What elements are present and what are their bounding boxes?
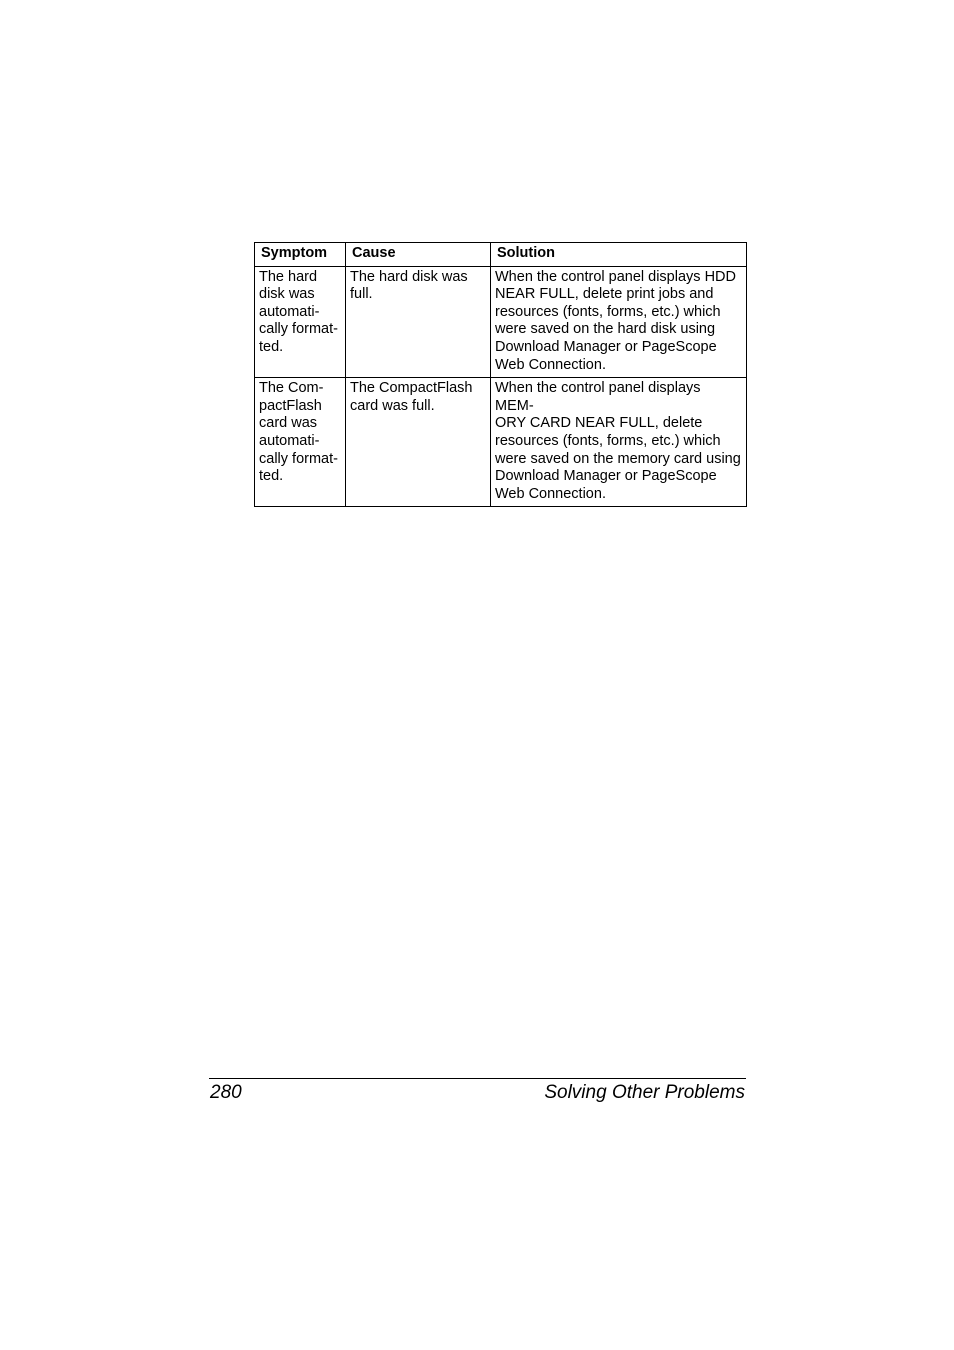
- footer-divider: [209, 1078, 746, 1079]
- header-solution: Solution: [491, 243, 747, 267]
- table-row: [255, 378, 747, 507]
- solution-cell: When the control panel displays HDD NEAR FULL, delete print jobs and resources (fonts, forms, etc.) which were saved on the hard disk using Download Manager or PageScope Web Connection.: [491, 266, 747, 378]
- table-header-row: [255, 243, 747, 267]
- symptom-cell: The Com- pactFlash card was automati- cally format- ted.: [255, 378, 346, 507]
- cause-cell: The CompactFlash card was full.: [346, 378, 491, 507]
- header-symptom: Symptom: [255, 243, 346, 267]
- page-number: 280: [210, 1082, 242, 1103]
- symptom-cell: The hard disk was automati- cally format- ted.: [255, 266, 346, 378]
- troubleshooting-table: [254, 242, 747, 507]
- cause-cell: The hard disk was full.: [346, 266, 491, 378]
- section-title: Solving Other Problems: [544, 1082, 745, 1103]
- header-cause: Cause: [346, 243, 491, 267]
- table-row: [255, 266, 747, 378]
- solution-cell: When the control panel displays MEM- ORY CARD NEAR FULL, delete resources (fonts, forms, etc.) which were saved on the memory card using Download Manager or PageScope Web Connection.: [491, 378, 747, 507]
